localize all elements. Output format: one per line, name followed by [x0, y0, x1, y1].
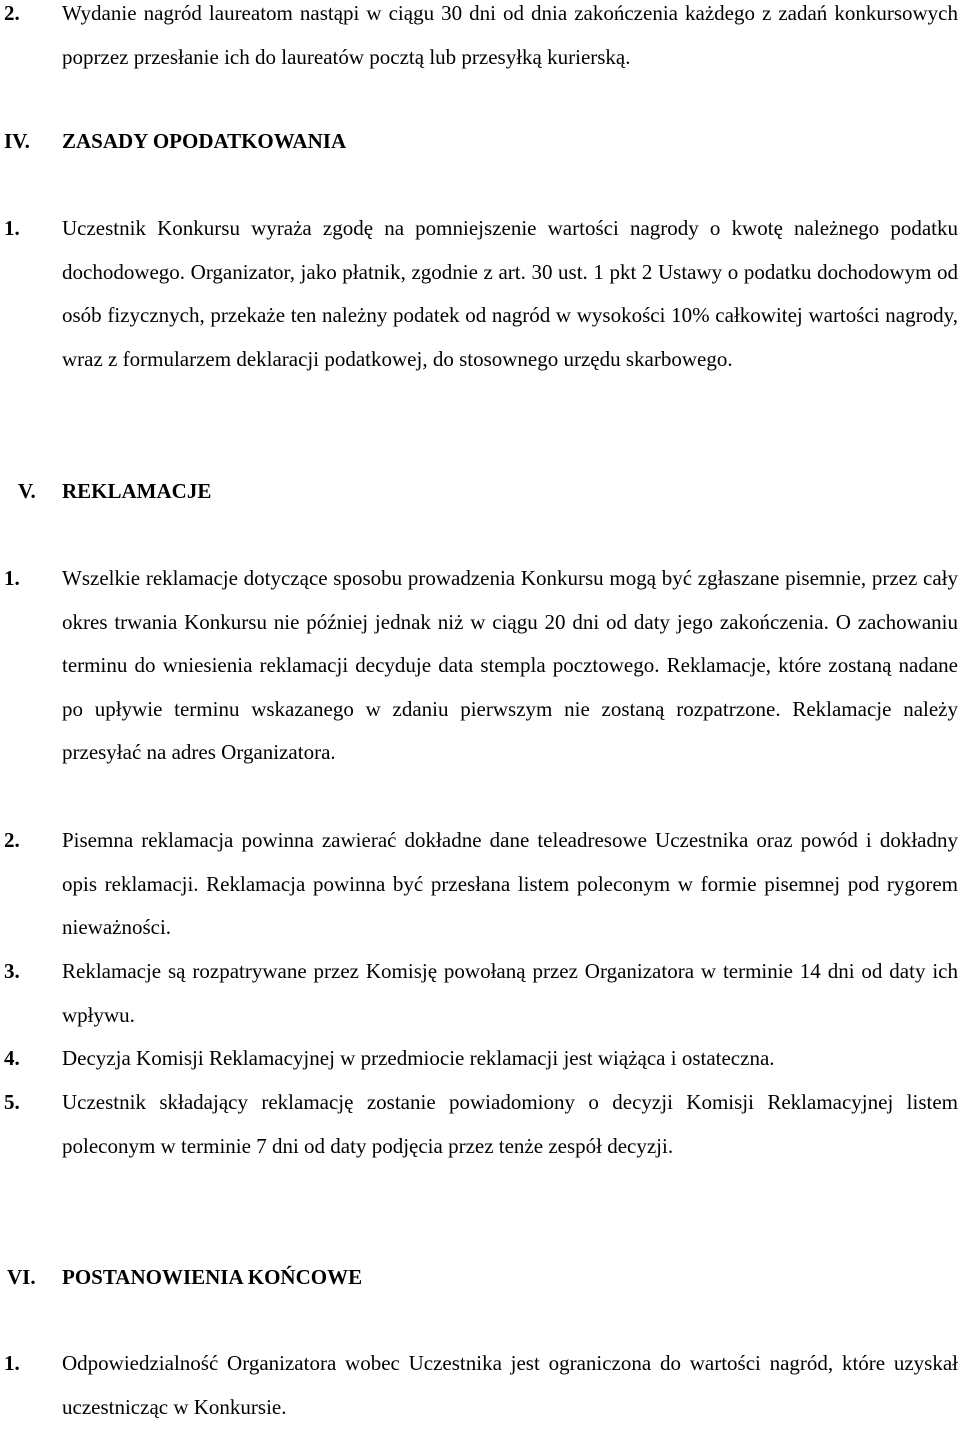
tax-item-1-number: 1.: [4, 216, 20, 240]
section-heading-complaints-title: REKLAMACJE: [62, 479, 212, 503]
prize-item-2-text: Wydanie nagród laureatom nastąpi w ciągu 30 dni od dnia zakończenia każdego z zadań konkursowych poprzez przesłanie ich do laureatów pocztą lub przesyłką kurierską.: [62, 1, 958, 69]
final-item-1-number: 1.: [4, 1351, 20, 1375]
complaints-item-2-number: 2.: [4, 828, 20, 852]
complaints-item-5: [0, 1081, 960, 1168]
tax-item-1-text: Uczestnik Konkursu wyraża zgodę na pomniejszenie wartości nagrody o kwotę należnego podatku dochodowego. Organizator, jako płatnik, zgodnie z art. 30 ust. 1 pkt 2 Ustawy o podatku dochodowym od osób fizycznych, przekaże ten należny podatek od nagród w wysokości 10% całkowitej wartości nagrody, wraz z formularzem deklaracji podatkowej, do stosownego urzędu skarbowego.: [62, 216, 958, 371]
complaints-item-3: [0, 950, 960, 1037]
complaints-item-3-number: 3.: [4, 959, 20, 983]
complaints-item-1-number: 1.: [4, 566, 20, 590]
section-heading-tax-number: IV.: [4, 129, 30, 153]
complaints-item-5-text: Uczestnik składający reklamację zostanie powiadomiony o decyzji Komisji Reklamacyjnej listem poleconym w terminie 7 dni od daty podjęcia przez tenże zespół decyzji.: [62, 1090, 958, 1158]
prize-item-2: [0, 0, 960, 79]
section-heading-final-title: POSTANOWIENIA KOŃCOWE: [62, 1265, 363, 1289]
complaints-item-5-number: 5.: [4, 1090, 20, 1114]
complaints-item-1-text: Wszelkie reklamacje dotyczące sposobu prowadzenia Konkursu mogą być zgłaszane pisemnie, przez cały okres trwania Konkursu nie później jednak niż w ciągu 20 dni od daty jego zakończenia. O zachowaniu terminu do wniesienia reklamacji decyduje data stempla pocztowego. Reklamacje, które zostaną nadane po upływie terminu wskazanego w zdaniu pierwszym nie zostaną rozpatrzone. Reklamacje należy przesyłać na adres Organizatora.: [62, 566, 958, 764]
complaints-item-1: [0, 557, 960, 775]
complaints-item-2-text: Pisemna reklamacja powinna zawierać dokładne dane teleadresowe Uczestnika oraz powód i dokładny opis reklamacji. Reklamacja powinna być przesłana listem poleconym w formie pisemnej pod rygorem nieważności.: [62, 828, 958, 939]
complaints-item-4-number: 4.: [4, 1046, 20, 1070]
final-item-1-text: Odpowiedzialność Organizatora wobec Uczestnika jest ograniczona do wartości nagród, które uzyskał uczestnicząc w Konkursie.: [62, 1351, 958, 1419]
complaints-item-2: [0, 819, 960, 950]
complaints-item-4-text: Decyzja Komisji Reklamacyjnej w przedmiocie reklamacji jest wiążąca i ostateczna.: [62, 1046, 775, 1070]
final-item-1: [0, 1342, 960, 1429]
section-heading-complaints-number: V.: [18, 479, 36, 503]
tax-item-1: [0, 207, 960, 381]
section-heading-tax-title: ZASADY OPODATKOWANIA: [62, 129, 347, 153]
prize-item-2-number: 2.: [4, 1, 20, 25]
complaints-item-4: [0, 1037, 960, 1081]
complaints-item-3-text: Reklamacje są rozpatrywane przez Komisję powołaną przez Organizatora w terminie 14 dni od daty ich wpływu.: [62, 959, 958, 1027]
section-heading-final-number: VI.: [7, 1265, 36, 1289]
